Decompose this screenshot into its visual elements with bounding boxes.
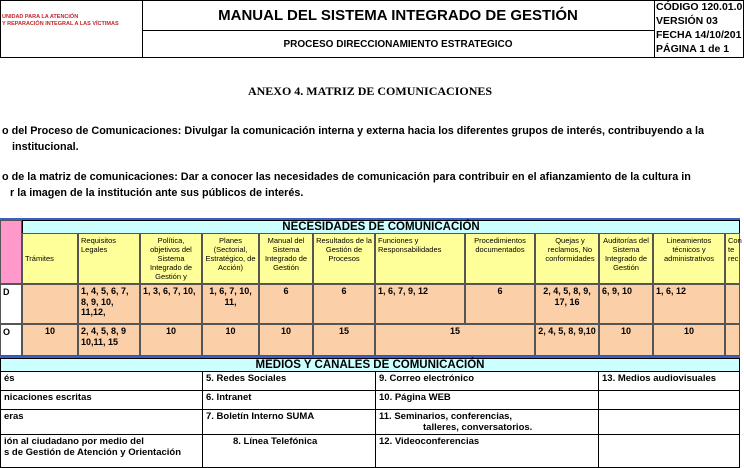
media-c1-r1: és	[0, 371, 203, 391]
media-c1-r4-line1: ión al ciudadano por medio del	[4, 436, 144, 447]
media-intranet: 6. Intranet	[202, 390, 376, 410]
r2-tramites: 10	[22, 324, 78, 356]
process-objective-line-2: institucional.	[12, 141, 79, 153]
r1-resultados: 6	[313, 284, 375, 324]
media-c1-r4-line2: s de Gestión de Atención y Orientación	[4, 447, 182, 458]
logo-line-1: UNIDAD PARA LA ATENCIÓN	[2, 14, 79, 20]
r1-politica: 1, 3, 6, 7, 10,	[140, 284, 202, 324]
col-resultados: Resultados de la Gestión de Procesos	[313, 233, 375, 284]
doc-date: FECHA 14/10/201	[656, 29, 742, 41]
media-c1-r3: eras	[0, 409, 203, 435]
media-title: MEDIOS Y CANALES DE COMUNICACIÓN	[0, 358, 740, 372]
col-tramites: Trámites	[22, 233, 78, 284]
r1-quejas: 2, 4, 5, 8, 9, 17, 16	[535, 284, 599, 324]
needs-title: NECESIDADES DE COMUNICACIÓN	[22, 220, 740, 234]
r1-tramites	[22, 284, 78, 324]
col-funciones: Funciones y Responsabilidades	[375, 233, 465, 284]
media-correo: 9. Correo electrónico	[375, 371, 599, 391]
media-seminarios-line1: 11. Seminarios, conferencias,	[379, 411, 513, 422]
col-politica: Política, objetivos del Sistema Integrado de Gestión y	[140, 233, 202, 284]
logo-box	[0, 0, 143, 58]
media-videoconferencias: 12. Videoconferencias	[375, 434, 599, 468]
row-2-label	[0, 324, 22, 356]
r1-auditorias: 6, 9, 10	[599, 284, 653, 324]
media-c1-r2: nicaciones escritas	[0, 390, 203, 410]
r1-planes: 1, 6, 7, 10, 11,	[202, 284, 259, 324]
r2-contenidos	[725, 324, 740, 356]
media-c1-r4	[0, 434, 203, 468]
logo-line-2: Y REPARACIÓN INTEGRAL A LAS VÍCTIMAS	[2, 20, 119, 27]
r2-resultados: 15	[313, 324, 375, 356]
media-boletin: 7. Boletín Interno SUMA	[202, 409, 376, 435]
row-2-label-text: O	[3, 327, 11, 337]
media-c4-r4	[598, 434, 740, 468]
col-lineamientos: Lineamientos técnicos y administrativos	[653, 233, 725, 284]
r1-contenidos	[725, 284, 740, 324]
matrix-objective-line-2: r la imagen de la institución ante sus públicos de interés.	[10, 187, 304, 199]
media-linea-telefonica: 8. Línea Telefónica	[202, 434, 376, 468]
logo	[2, 14, 127, 27]
col-requisitos: Requisitos Legales	[78, 233, 140, 284]
doc-page: PÁGINA 1 de 1	[656, 43, 730, 55]
media-audiovisuales: 13. Medios audiovisuales	[598, 371, 740, 391]
r2-requisitos: 2, 4, 5, 8, 9 10,11, 15	[78, 324, 140, 356]
row-header-pink	[0, 220, 22, 284]
media-c4-r3	[598, 409, 740, 435]
col-contenidos: Con te rec	[725, 233, 740, 284]
col-quejas: Quejas y reclamos, No conformidades	[535, 233, 599, 284]
r2-planes: 10	[202, 324, 259, 356]
matrix-objective-line-1: o de la matriz de comunicaciones: Dar a conocer las necesidades de comunicación para contribuir en el afianzamiento de la cultura in	[2, 171, 691, 183]
media-pagina-web: 10. Página WEB	[375, 390, 599, 410]
doc-version: VERSIÓN 03	[656, 15, 718, 27]
media-c4-r2	[598, 390, 740, 410]
r1-procedimientos: 6	[465, 284, 535, 324]
r2-politica: 10	[140, 324, 202, 356]
col-procedimientos: Procedimientos documentados	[465, 233, 535, 284]
r1-lineamientos: 1, 6, 12	[653, 284, 725, 324]
media-seminarios-line2: talleres, conversatorios.	[423, 422, 533, 433]
r2-manual: 10	[259, 324, 313, 356]
media-seminarios	[375, 409, 599, 435]
col-planes: Planes (Sectorial, Estratégico, de Acción)	[202, 233, 259, 284]
r1-requisitos: 1, 4, 5, 6, 7, 8, 9, 10, 11,12,	[78, 284, 140, 324]
r2-auditorias: 10	[599, 324, 653, 356]
manual-title: MANUAL DEL SISTEMA INTEGRADO DE GESTIÓN	[218, 6, 578, 24]
process-objective-line-1: o del Proceso de Comunicaciones: Divulgar la comunicación interna y externa hacia los diferentes grupos de interés, contribuyendo a la	[2, 125, 704, 137]
r2-funciones: 15	[375, 324, 535, 356]
process-title: PROCESO DIRECCIONAMIENTO ESTRATEGICO	[283, 38, 513, 50]
col-manual: Manual del Sistema Integrado de Gestión	[259, 233, 313, 284]
row-1-label-text: D	[3, 287, 10, 297]
r1-funciones: 1, 6, 7, 9, 12	[375, 284, 465, 324]
r2-lineamientos: 10	[653, 324, 725, 356]
r2-quejas: 2, 4, 5, 8, 9,10	[535, 324, 599, 356]
r1-manual: 6	[259, 284, 313, 324]
col-auditorias: Auditorías del Sistema Integrado de Gestión	[599, 233, 653, 284]
media-redes-sociales: 5. Redes Sociales	[202, 371, 376, 391]
annex-title: ANEXO 4. MATRIZ DE COMUNICACIONES	[247, 84, 493, 98]
row-1-label	[0, 284, 22, 324]
doc-code: CÓDIGO 120.01.0	[656, 1, 743, 13]
